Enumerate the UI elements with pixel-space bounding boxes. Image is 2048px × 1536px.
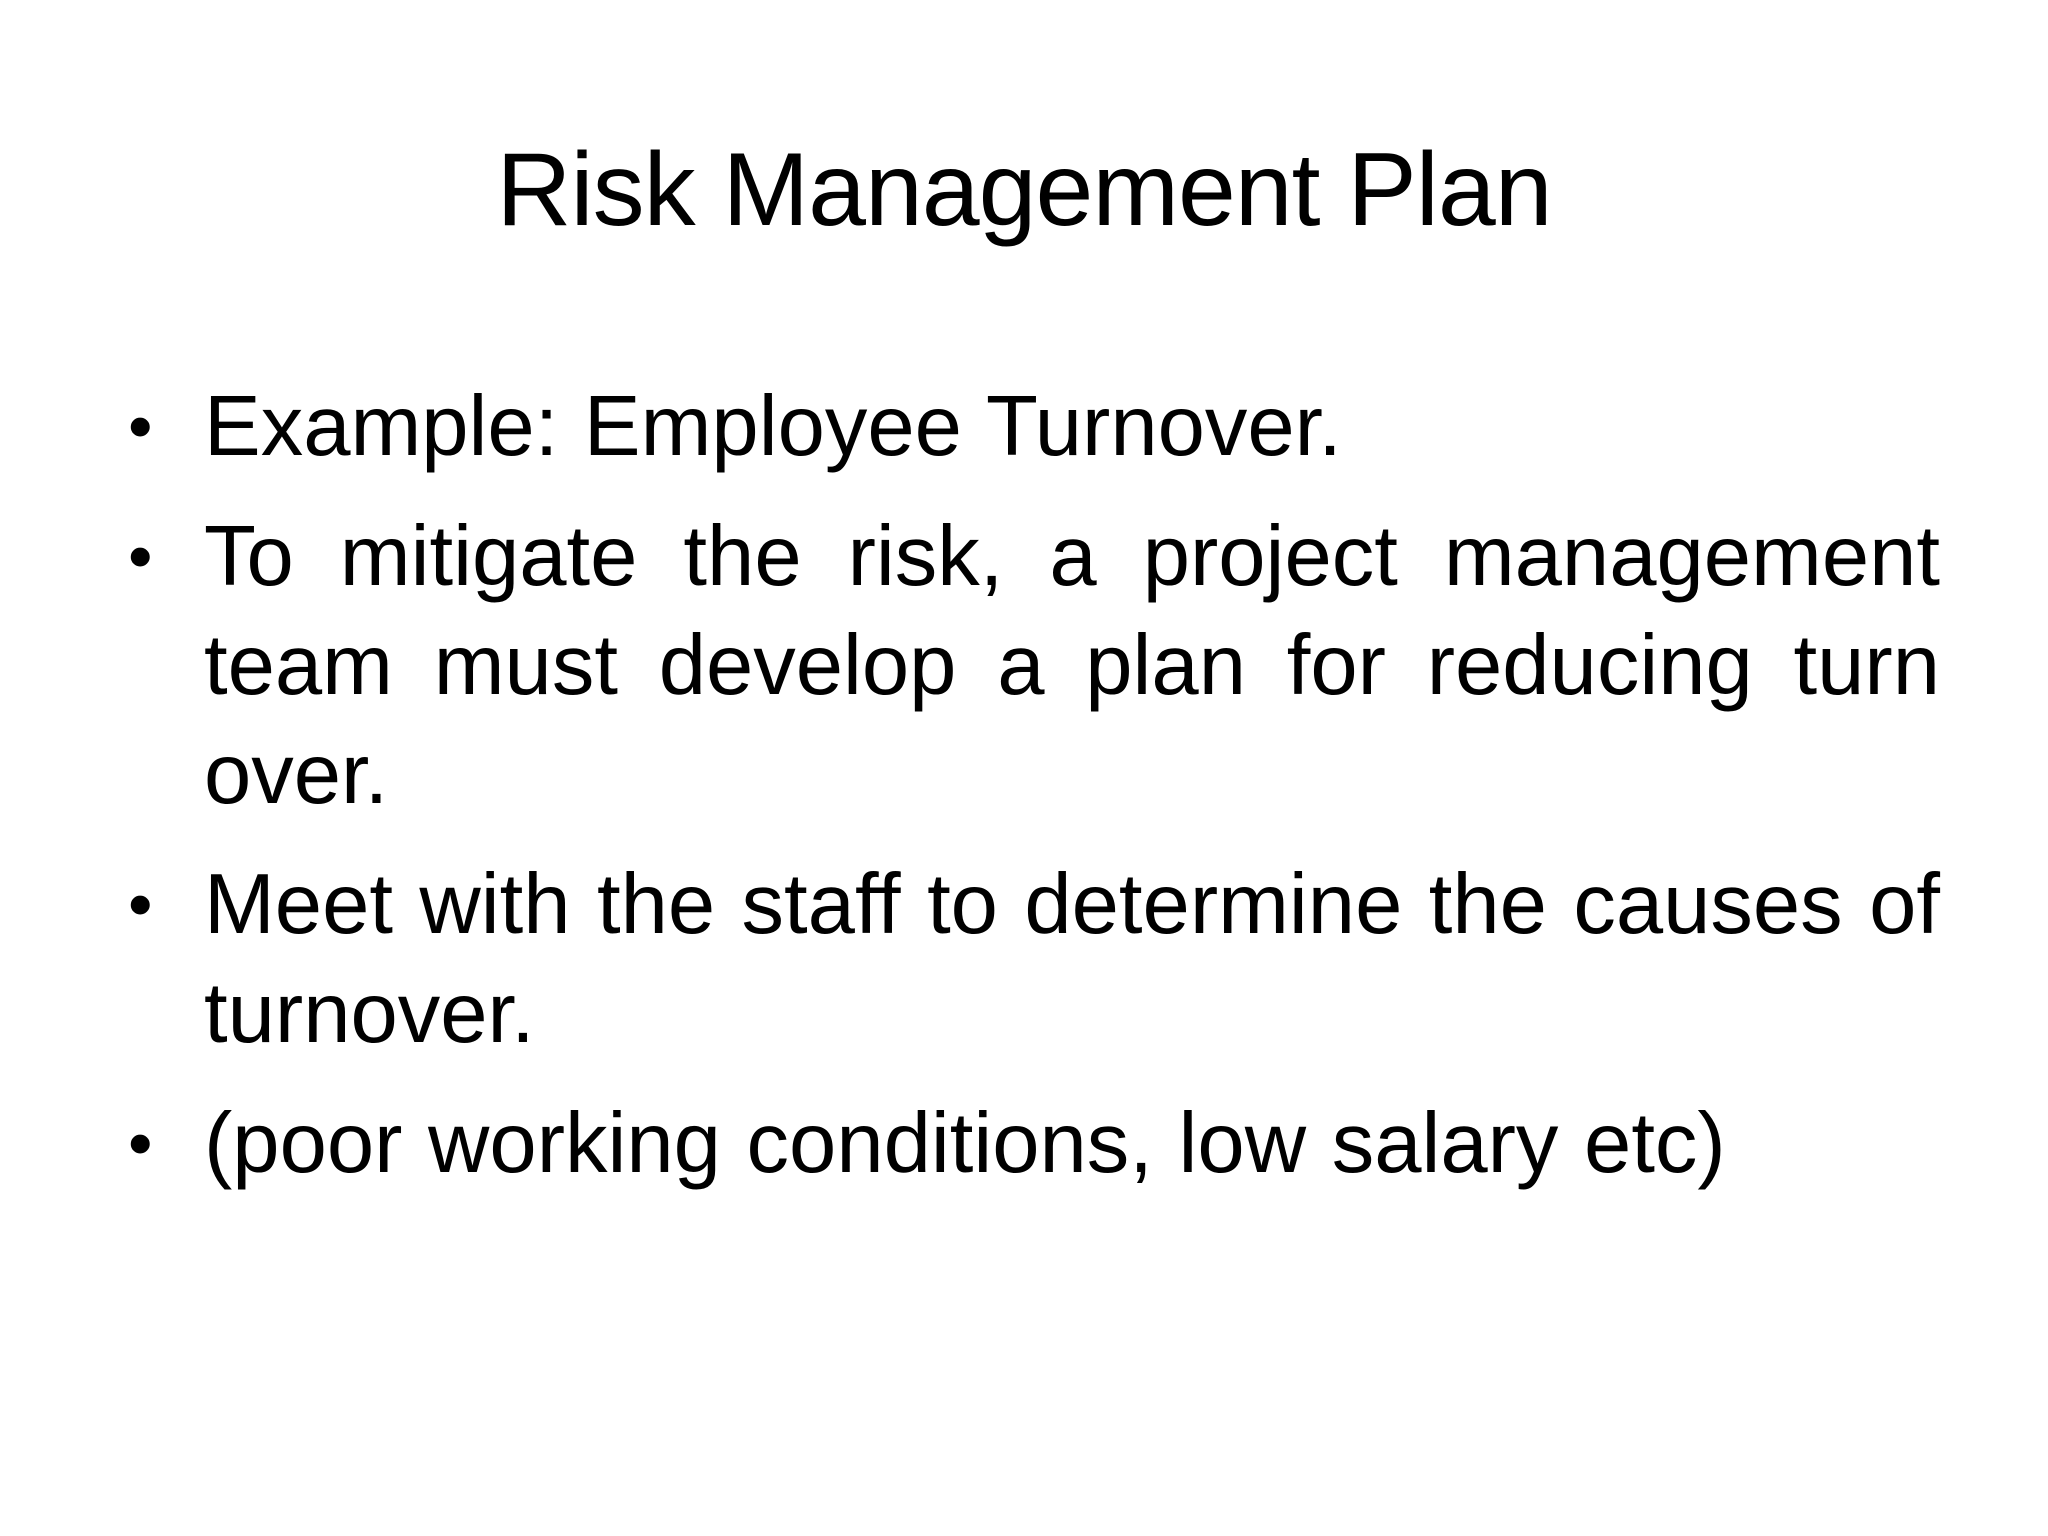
list-item (120, 502, 1940, 829)
list-item (120, 850, 1940, 1068)
list-item (120, 1089, 1940, 1198)
bullet-icon: • (128, 865, 153, 943)
slide-title: Risk Management Plan (496, 132, 1552, 248)
bullet-text: Example: Employee Turnover. (204, 379, 1342, 474)
bullet-text: To mitigate the risk, a project management team must develop a plan for reducing turn over. (204, 509, 1940, 822)
list-item (120, 372, 1940, 481)
bullet-icon: • (128, 517, 153, 595)
bullet-icon: • (128, 387, 153, 465)
bullet-text: (poor working conditions, low salary etc) (204, 1096, 1726, 1191)
bullet-icon: • (128, 1104, 153, 1182)
bullet-text: Meet with the staff to determine the causes of turnover. (204, 857, 1940, 1061)
bullet-list (120, 372, 1940, 1219)
